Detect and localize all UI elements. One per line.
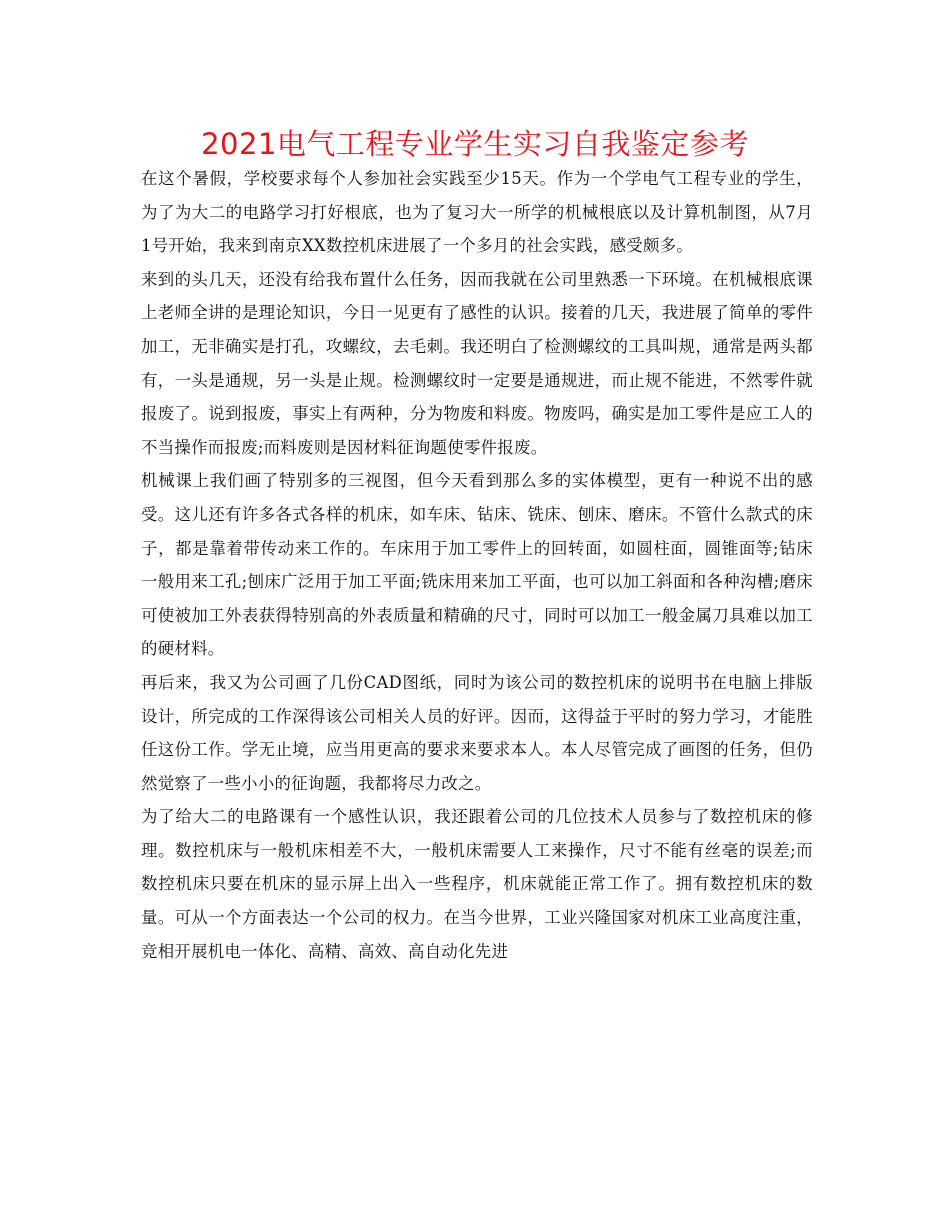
document-title: 2021电气工程专业学生实习自我鉴定参考 — [201, 127, 749, 161]
document-body — [141, 162, 813, 968]
paragraph-5: 为了给大二的电路课有一个感性认识，我还跟着公司的几位技术人员参与了数控机床的修理。数控机床与一般机床相差不大，一般机床需要人工来操作，尺寸不能有丝毫的误差;而数控机床只要在机床的显示屏上出入一些程序，机床就能正常工作了。拥有数控机床的数量。可从一个方面表达一个公司的权力。在当今世界，工业兴隆国家对机床工业高度注重，竞相开展机电一体化、高精、高效、高自动化先进 — [141, 807, 813, 961]
paragraph-4: 再后来，我又为公司画了几份CAD图纸，同时为该公司的数控机床的说明书在电脑上排版设计，所完成的工作深得该公司相关人员的好评。因而，这得益于平时的努力学习，才能胜任这份工作。学无止境，应当用更高的要求来要求本人。本人尽管完成了画图的任务，但仍然觉察了一些小小的征询题，我都将尽力改之。 — [141, 672, 813, 793]
paragraph-1: 在这个暑假，学校要求每个人参加社会实践至少15天。作为一个学电气工程专业的学生，为了为大二的电路学习打好根底，也为了复习大一所学的机械根底以及计算机制图，从7月1号开始，我来到南京XX数控机床进展了一个多月的社会实践，感受颇多。 — [141, 169, 813, 256]
paragraph-2: 来到的头几天，还没有给我布置什么任务，因而我就在公司里熟悉一下环境。在机械根底课上老师全讲的是理论知识，今日一见更有了感性的认识。接着的几天，我进展了简单的零件加工，无非确实是打孔，攻螺纹，去毛刺。我还明白了检测螺纹的工具叫规，通常是两头都有，一头是通规，另一头是止规。检测螺纹时一定要是通规进，而止规不能进，不然零件就报废了。说到报废，事实上有两种，分为物废和料废。物废吗，确实是加工零件是应工人的不当操作而报废;而料废则是因材料征询题使零件报废。 — [141, 269, 813, 457]
paragraph-3: 机械课上我们画了特别多的三视图，但今天看到那么多的实体模型，更有一种说不出的感受。这儿还有许多各式各样的机床，如车床、钻床、铣床、刨床、磨床。不管什么款式的床子，都是靠着带传动来工作的。车床用于加工零件上的回转面，如圆柱面，圆锥面等;钻床一般用来工孔;刨床广泛用于加工平面;铣床用来加工平面，也可以加工斜面和各种沟槽;磨床可使被加工外表获得特别高的外表质量和精确的尺寸，同时可以加工一般金属刀具难以加工的硬材料。 — [141, 471, 813, 659]
